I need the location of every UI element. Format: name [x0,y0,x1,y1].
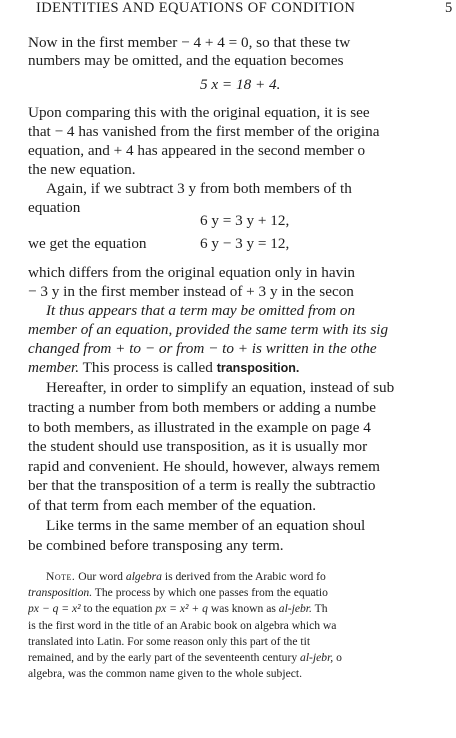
text-line: It thus appears that a term may be omitted from on [46,302,356,319]
text-line: the student should use transposition, as it is usually mor [28,438,368,455]
text-run: Th [311,602,328,615]
text-run: px = x² + q [155,602,208,615]
text-run: al-jebr, [300,651,334,664]
equation [200,76,280,94]
note-line [46,570,326,584]
equation-text: 6 y − 3 y = 12, [200,235,290,252]
text-run: was known as [207,602,279,615]
text-line: equation, and + 4 has appeared in the second member o [28,142,366,159]
note-line [28,651,342,665]
text-run: to the equation [80,602,156,615]
text-line: the new equation. [28,161,136,178]
text-run: o [333,651,342,664]
text-run: transposition. [28,586,93,599]
text-line: rapid and convenient. He should, however, always remem [28,458,380,475]
text-line: be combined before transposing any term. [28,537,284,554]
text-run: Our word [75,570,126,583]
note-label: Note. [46,570,76,583]
equation [200,235,289,253]
text-run: px − q = x² [28,602,81,615]
text-line: Now in the first member − 4 + 4 = 0, so that these tw [28,34,351,51]
note-line: algebra, was the common name given to the whole subject. [28,667,302,680]
book-page [28,0,456,738]
text-run: algebra [125,570,162,583]
text-line: numbers may be omitted, and the equation becomes [28,52,344,69]
equation [200,212,289,230]
text-line: of that term from each member of the equation. [28,497,317,514]
text-line: changed from + to − or from − to + is written in the othe [28,340,377,357]
text-run: member. [28,359,80,376]
text-line: which differs from the original equation only in havin [28,264,356,281]
note-line: is the first word in the title of an Arabic book on algebra which wa [28,619,337,632]
text-line: tracting a number from both members or adding a numbe [28,399,376,416]
text-line: equation [28,199,81,216]
running-header [28,0,456,20]
text-line: − 3 y in the first member instead of + 3 y in the secon [28,283,354,300]
text-run: remained, and by the early part of the seventeenth century [28,651,301,664]
text-line: Upon comparing this with the original equation, it is see [28,104,370,121]
page-number: 5 [445,0,453,16]
text-run: This process is called [79,359,217,376]
header-title: IDENTITIES AND EQUATIONS OF CONDITION [36,0,356,16]
note-line [28,602,328,616]
text-line: we get the equation [28,235,147,252]
text-line: Like terms in the same member of an equation shoul [46,517,366,534]
equation-text: 5 x = 18 + 4. [200,76,281,93]
note-line [28,586,328,600]
note-line: translated into Latin. For some reason only this part of the tit [28,635,311,648]
text-line: Again, if we subtract 3 y from both members of th [46,180,352,197]
text-run: al-jebr. [278,602,312,615]
text-run: The process by which one passes from the equatio [92,586,328,599]
text-line [28,359,299,377]
text-line: ber that the transposition of a term is really the subtractio [28,477,376,494]
bold-term: transposition. [216,361,300,375]
equation-text: 6 y = 3 y + 12, [200,212,290,229]
text-line: that − 4 has vanished from the first member of the origina [28,123,380,140]
text-line: to both members, as illustrated in the example on page 4 [28,419,371,436]
text-run: is derived from the Arabic word fo [161,570,326,583]
text-line: Hereafter, in order to simplify an equation, instead of sub [46,379,395,396]
text-line: member of an equation, provided the same term with its sig [28,321,389,338]
